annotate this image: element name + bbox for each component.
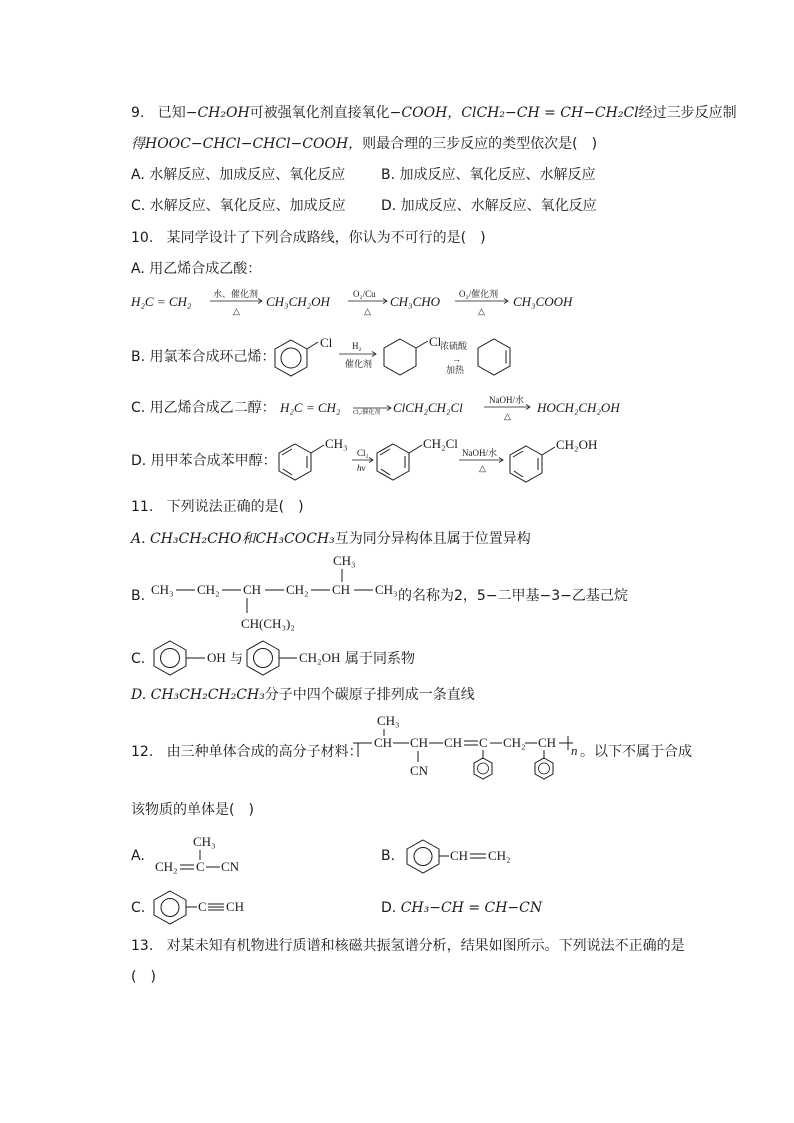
route-a-cond1: 水、催化剂 bbox=[213, 289, 259, 299]
q12-option-d-formula: CH₃−CH = CH−CN bbox=[400, 900, 543, 916]
route-a-acetic-acid: CH₃COOH bbox=[513, 294, 573, 309]
poly-c: C bbox=[479, 735, 488, 750]
route-d-cond-hv: hv bbox=[357, 463, 366, 473]
q10-stem: 某同学设计了下列合成路线，你认为不可行的是( ) bbox=[166, 230, 486, 246]
q12-number: 12. bbox=[131, 744, 154, 760]
poly-ch2: CH₂ bbox=[503, 735, 526, 750]
q13-stem2: ( ) bbox=[131, 969, 156, 985]
poly-n: n bbox=[571, 743, 578, 758]
q10-option-c-label[interactable]: C. 用乙烯合成乙二醇： bbox=[131, 400, 276, 416]
route-c-heat2: △ bbox=[504, 411, 511, 421]
q12-stem2: 该物质的单体是( ) bbox=[131, 802, 254, 818]
q11-option-a-text: 互为同分异构体且属于位置异构 bbox=[334, 531, 531, 547]
b-ch2-2: CH₂ bbox=[286, 582, 309, 597]
q10-option-a-label[interactable]: A. 用乙烯合成乙酸： bbox=[131, 261, 262, 277]
route-c-cond2: NaOH/水 bbox=[489, 395, 524, 405]
route-a-acetaldehyde: CH₃CHO bbox=[390, 294, 441, 309]
b-isopropyl: CH(CH₃)₂ bbox=[241, 616, 295, 631]
aromatic-circle-icon bbox=[161, 899, 179, 917]
q12-option-d-label: D. bbox=[381, 900, 397, 916]
poly-ch-3: CH bbox=[444, 735, 463, 750]
route-d-cond-naoh: NaOH/水 bbox=[462, 448, 497, 458]
route-b-arrow-symbol: → bbox=[452, 354, 461, 364]
route-c-ethylene: H₂C = CH₂ bbox=[280, 400, 341, 415]
b-ch3-right: CH₃ bbox=[375, 582, 398, 597]
route-b-cond-cat: 催化剂 bbox=[345, 359, 373, 369]
phenylacetylene-ring-icon bbox=[154, 891, 186, 924]
q12-option-b-label[interactable]: B. bbox=[381, 848, 396, 864]
route-a-ethanol: CH₃CH₂OH bbox=[266, 294, 330, 309]
route-b-cond-heat: 加热 bbox=[446, 365, 465, 375]
poly-ch-1: CH bbox=[374, 735, 393, 750]
phenol-oh: OH bbox=[207, 650, 226, 665]
q9-text-1: 已知 bbox=[157, 105, 186, 121]
q10-option-d-label[interactable]: D. 用甲苯合成苯甲醇： bbox=[131, 453, 277, 469]
c-with: 与 bbox=[230, 652, 244, 667]
q13-stem-line bbox=[131, 936, 685, 956]
q10-option-b-label[interactable]: B. 用氯苯合成环己烯： bbox=[131, 349, 276, 365]
poly-cn: CN bbox=[410, 763, 429, 778]
c-c: C bbox=[198, 899, 207, 914]
q10-number: 10. bbox=[131, 230, 154, 246]
b-ch3-left: CH₃ bbox=[151, 582, 174, 597]
route-a-heat3: △ bbox=[478, 306, 485, 316]
toluene-ch3: CH₃ bbox=[325, 436, 348, 451]
c-ch: CH bbox=[226, 899, 245, 914]
route-b-cond-acid: 浓硫酸 bbox=[440, 341, 468, 351]
q9-text-2: 可被强氧化剂直接氧化 bbox=[249, 105, 390, 121]
q13-number: 13. bbox=[131, 938, 154, 954]
route-a-heat1: △ bbox=[233, 306, 240, 316]
q11-stem: 下列说法正确的是( ) bbox=[166, 499, 304, 515]
q9-option-a[interactable]: A. 水解反应、加成反应、氧化反应 bbox=[131, 167, 346, 183]
poly-ch-4: CH bbox=[538, 735, 557, 750]
route-d-cond-heat: △ bbox=[479, 463, 486, 473]
q9-option-b[interactable]: B. 加成反应、氧化反应、水解反应 bbox=[381, 167, 596, 183]
q9-option-d[interactable]: D. 加成反应、水解反应、氧化反应 bbox=[381, 198, 597, 214]
q11-number: 11. bbox=[131, 499, 154, 515]
a-cn: CN bbox=[221, 859, 240, 874]
q9-text-4: 则最合理的三步反应的类型依次是( ) bbox=[362, 136, 598, 152]
q11-option-d-formula: D. CH₃CH₂CH₂CH₃ bbox=[131, 687, 265, 703]
poly-ch3: CH₃ bbox=[377, 713, 400, 728]
q9-formula-ch2oh: −CH₂OH bbox=[185, 105, 250, 121]
q12-stem-tail: 。以下不属于合成 bbox=[580, 744, 692, 760]
q12-stem: 由三种单体合成的高分子材料： bbox=[166, 744, 363, 760]
q9-option-c[interactable]: C. 水解反应、氧化反应、加成反应 bbox=[131, 198, 346, 214]
b-ch3-top: CH₃ bbox=[333, 553, 356, 568]
route-d-cond-cl2: Cl₂ bbox=[357, 448, 369, 458]
b-ch-1: CH bbox=[243, 582, 262, 597]
route-a-cond2: O₂/Cu bbox=[353, 289, 376, 299]
q12-option-a-label[interactable]: A. bbox=[131, 848, 145, 864]
b-ch2-1: CH₂ bbox=[197, 582, 220, 597]
b-ch: CH bbox=[450, 848, 469, 863]
q9-formula-reactant: −COOH，ClCH₂−CH = CH−CH₂Cl bbox=[389, 105, 639, 121]
q13-stem: 对某未知有机物进行质谱和核磁共振氢谱分析，结果如图所示。下列说法不正确的是 bbox=[166, 938, 685, 954]
route-a-ethylene: H₂C = CH₂ bbox=[131, 294, 192, 309]
q12-option-c-label[interactable]: C. bbox=[131, 900, 146, 916]
q9-formula-product: 得HOOC−CHCl−CHCl−COOH， bbox=[131, 136, 363, 152]
c-ch2oh: CH₂OH bbox=[299, 650, 341, 665]
q11-option-a-formula: A. CH₃CH₂CHO和CH₃COCH₃ bbox=[131, 531, 335, 547]
q11-option-c-label[interactable]: C. bbox=[131, 651, 146, 667]
a-c: C bbox=[196, 859, 205, 874]
q11-option-c-text: 属于同系物 bbox=[345, 651, 415, 667]
a-ch2: CH₂ bbox=[155, 859, 178, 874]
benzyl-chloride-ch2cl: CH₂Cl bbox=[423, 436, 458, 451]
q11-option-b-text: 的名称为2，5−二甲基−3−乙基己烷 bbox=[398, 588, 628, 604]
route-c-cond1: Cl₂/催化剂 bbox=[353, 410, 381, 416]
route-c-ethylene-glycol: HOCH₂CH₂OH bbox=[537, 400, 620, 415]
cyclohexyl-cl: Cl bbox=[429, 334, 442, 349]
b-ch2: CH₂ bbox=[488, 848, 511, 863]
route-a-cond3: O₂/催化剂 bbox=[459, 289, 499, 299]
q9-text-3: 经过三步反应制 bbox=[638, 105, 737, 121]
q11-option-d-text: 分子中四个碳原子排列成一条直线 bbox=[264, 687, 475, 703]
a-ch3: CH₃ bbox=[193, 834, 216, 849]
poly-ch-2: CH bbox=[410, 735, 429, 750]
route-b-cond-h2: H₂ bbox=[352, 341, 362, 351]
b-ch-2: CH bbox=[332, 582, 351, 597]
q9-number: 9. bbox=[131, 105, 145, 121]
benzyl-alcohol-ch2oh: CH₂OH bbox=[556, 437, 598, 452]
q11-option-b-label[interactable]: B. bbox=[131, 588, 146, 604]
route-a-heat2: △ bbox=[364, 306, 371, 316]
route-c-dichloroethane: ClCH₂CH₂Cl bbox=[393, 400, 463, 415]
chlorobenzene-cl: Cl bbox=[320, 335, 333, 350]
q12-option-d[interactable] bbox=[381, 898, 542, 918]
